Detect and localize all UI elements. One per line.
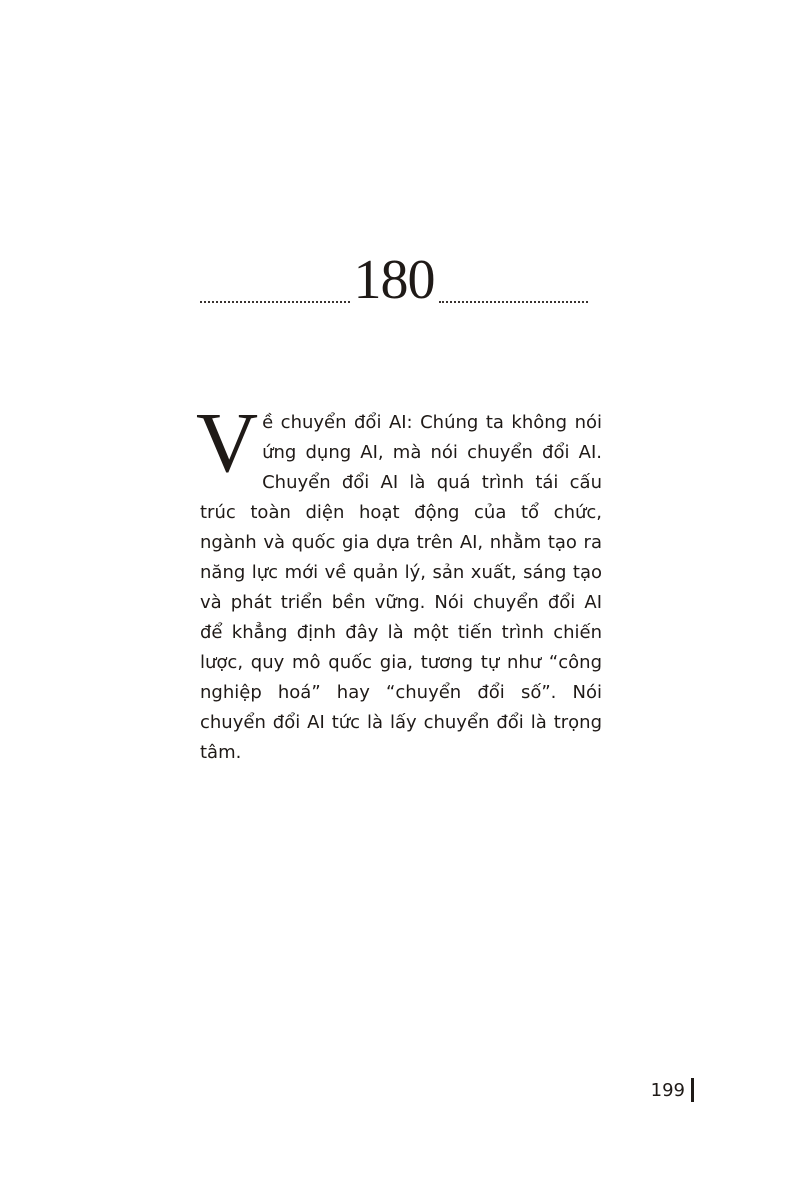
page-footer: [651, 1078, 694, 1102]
folio-rule: [691, 1078, 694, 1102]
drop-cap: V: [196, 394, 259, 490]
page-number: 199: [650, 1079, 685, 1101]
dotted-leader-right: [439, 301, 589, 303]
entry-text: ề chuyển đổi AI: Chúng ta không nói ứng dụng AI, mà nói chuyển đổi AI. Chuyển đổi AI là quá trình tái cấu trúc toàn diện hoạt động của tổ chức, ngành và quốc gia dựa trên AI, nhằm tạo ra năng lực mới về quản lý, sản xuất, sáng tạo và phát triển bền vững. Nói chuyển đổi AI để khẳng định đây là một tiến trình chiến lược, quy mô quốc gia, tương tự như “công nghiệp hoá” hay “chuyển đổi số”. Nói chuyển đổi AI tức là lấy chuyển đổi là trọng tâm.: [200, 412, 602, 763]
dotted-leader-left: [200, 301, 350, 303]
entry-body: [196, 394, 602, 768]
entry-heading: [200, 248, 588, 311]
entry-number: 180: [353, 249, 435, 311]
